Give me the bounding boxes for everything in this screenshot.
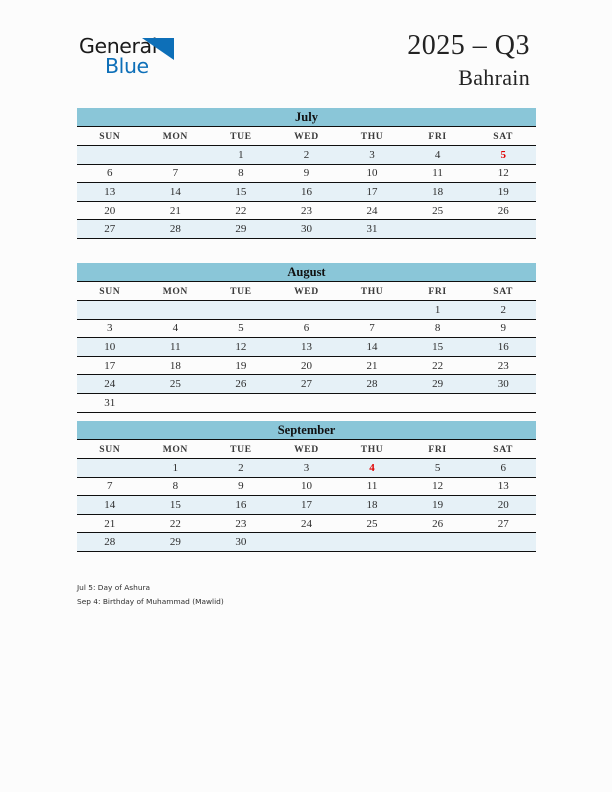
- day-cell-july-19[interactable]: 19: [470, 183, 536, 202]
- day-cell-july-10[interactable]: 10: [339, 164, 405, 183]
- day-cell-july-23[interactable]: 23: [274, 201, 340, 220]
- day-cell-empty: [405, 393, 471, 412]
- brand-name-general: General: [79, 34, 157, 58]
- day-cell-august-19[interactable]: 19: [208, 356, 274, 375]
- day-cell-august-2[interactable]: 2: [470, 301, 536, 320]
- day-cell-september-28[interactable]: 28: [77, 533, 143, 552]
- day-cell-september-18[interactable]: 18: [339, 496, 405, 515]
- day-cell-august-28[interactable]: 28: [339, 375, 405, 394]
- day-cell-september-13[interactable]: 13: [470, 477, 536, 496]
- table-row: [77, 183, 536, 202]
- day-cell-september-29[interactable]: 29: [143, 533, 209, 552]
- day-cell-august-31[interactable]: 31: [104, 396, 116, 409]
- holiday-legend: [77, 581, 497, 609]
- day-cell-august-16[interactable]: 16: [470, 338, 536, 357]
- day-cell-august-14[interactable]: 14: [339, 338, 405, 357]
- day-cell-september-27[interactable]: 27: [470, 514, 536, 533]
- weekday-header-thu: THU: [339, 127, 405, 146]
- day-cell-september-12[interactable]: 12: [405, 477, 471, 496]
- day-cell-july-15[interactable]: 15: [208, 183, 274, 202]
- day-cell-empty: [470, 393, 536, 412]
- day-cell-august-22[interactable]: 22: [405, 356, 471, 375]
- day-cell-august-30[interactable]: 30: [470, 375, 536, 394]
- weekday-header-thu: THU: [339, 282, 405, 301]
- day-cell-july-16[interactable]: 16: [274, 183, 340, 202]
- day-cell-empty: [143, 393, 209, 412]
- day-cell-july-3[interactable]: 3: [339, 146, 405, 165]
- weekday-header-fri: FRI: [405, 127, 471, 146]
- day-cell-september-8[interactable]: 8: [143, 477, 209, 496]
- month-block-august: [77, 263, 536, 413]
- weekday-header-tue: TUE: [208, 127, 274, 146]
- calendar-table-july: [77, 127, 536, 239]
- day-cell-july-8[interactable]: 8: [208, 164, 274, 183]
- weekday-header-mon: MON: [143, 127, 209, 146]
- table-row: [77, 301, 536, 320]
- day-cell-july-24[interactable]: 24: [339, 201, 405, 220]
- day-cell-empty: [143, 146, 209, 165]
- day-cell-empty: [274, 393, 340, 412]
- day-cell-july-18[interactable]: 18: [405, 183, 471, 202]
- day-cell-empty: [339, 393, 405, 412]
- day-cell-september-22[interactable]: 22: [143, 514, 209, 533]
- table-row: [77, 393, 536, 412]
- day-cell-empty: [339, 533, 405, 552]
- day-cell-july-22[interactable]: 22: [208, 201, 274, 220]
- table-row: [77, 533, 536, 552]
- day-cell-september-15[interactable]: 15: [143, 496, 209, 515]
- month-name-august: August: [77, 263, 536, 282]
- day-cell-july-1[interactable]: 1: [208, 146, 274, 165]
- weekday-header-fri: FRI: [405, 282, 471, 301]
- day-cell-september-30[interactable]: 30: [208, 533, 274, 552]
- day-cell-august-29[interactable]: 29: [405, 375, 471, 394]
- table-row: [77, 338, 536, 357]
- day-cell-august-3[interactable]: 3: [77, 319, 143, 338]
- weekday-header-sat: SAT: [470, 282, 536, 301]
- day-cell-august-17[interactable]: 17: [77, 356, 143, 375]
- day-cell-august-10[interactable]: 10: [77, 338, 143, 357]
- day-cell-august-1[interactable]: 1: [405, 301, 471, 320]
- day-cell-empty: [208, 301, 274, 320]
- day-cell-empty: [405, 220, 471, 239]
- day-cell-july-17[interactable]: 17: [339, 183, 405, 202]
- day-cell-august-20[interactable]: 20: [274, 356, 340, 375]
- day-cell-july-26[interactable]: 26: [470, 201, 536, 220]
- day-cell-september-5[interactable]: 5: [405, 459, 471, 478]
- triangle-icon: [142, 38, 174, 60]
- brand-logo[interactable]: [79, 36, 179, 82]
- day-cell-empty: [77, 146, 143, 165]
- weekday-header-row: [77, 127, 536, 146]
- weekday-header-sat: SAT: [470, 127, 536, 146]
- day-cell-august-5[interactable]: 5: [208, 319, 274, 338]
- day-cell-empty: [208, 393, 274, 412]
- holiday-note: Jul 5: Day of Ashura: [77, 583, 151, 592]
- day-cell-july-4[interactable]: 4: [405, 146, 471, 165]
- day-cell-empty: [470, 533, 536, 552]
- day-cell-september-26[interactable]: 26: [405, 514, 471, 533]
- month-name-september: September: [77, 421, 536, 440]
- day-cell-july-2[interactable]: 2: [274, 146, 340, 165]
- day-cell-july-30[interactable]: 30: [274, 220, 340, 239]
- day-cell-july-20[interactable]: 20: [77, 201, 143, 220]
- page-header: [0, 0, 612, 105]
- day-cell-empty: [274, 533, 340, 552]
- day-cell-august-13[interactable]: 13: [274, 338, 340, 357]
- day-cell-july-31[interactable]: 31: [339, 220, 405, 239]
- weekday-header-sat: SAT: [470, 440, 536, 459]
- region-subtitle: Bahrain: [458, 65, 530, 91]
- table-row: [77, 459, 536, 478]
- day-cell-july-6[interactable]: 6: [77, 164, 143, 183]
- day-cell-august-6[interactable]: 6: [274, 319, 340, 338]
- day-cell-empty: [77, 301, 143, 320]
- table-row: [77, 356, 536, 375]
- day-cell-july-28[interactable]: 28: [143, 220, 209, 239]
- day-cell-september-2[interactable]: 2: [208, 459, 274, 478]
- day-cell-july-25[interactable]: 25: [405, 201, 471, 220]
- day-cell-august-21[interactable]: 21: [339, 356, 405, 375]
- weekday-header-thu: THU: [339, 440, 405, 459]
- day-cell-empty: [274, 301, 340, 320]
- weekday-header-sun: SUN: [77, 282, 143, 301]
- day-cell-empty: [143, 301, 209, 320]
- day-cell-july-12[interactable]: 12: [470, 164, 536, 183]
- brand-name-blue: Blue: [105, 54, 149, 78]
- table-row: [77, 164, 536, 183]
- day-cell-july-14[interactable]: 14: [143, 183, 209, 202]
- weekday-header-tue: TUE: [208, 282, 274, 301]
- day-cell-july-7[interactable]: 7: [143, 164, 209, 183]
- day-cell-holiday-september-4[interactable]: 4: [339, 459, 405, 478]
- day-cell-september-11[interactable]: 11: [339, 477, 405, 496]
- day-cell-empty: [77, 459, 143, 478]
- day-cell-august-7[interactable]: 7: [339, 319, 405, 338]
- calendar-table-august: [77, 282, 536, 413]
- day-cell-july-13[interactable]: 13: [77, 183, 143, 202]
- weekday-header-tue: TUE: [208, 440, 274, 459]
- weekday-header-wed: WED: [274, 127, 340, 146]
- day-cell-september-20[interactable]: 20: [470, 496, 536, 515]
- day-cell-september-16[interactable]: 16: [208, 496, 274, 515]
- day-cell-september-21[interactable]: 21: [77, 514, 143, 533]
- day-cell-august-4[interactable]: 4: [143, 319, 209, 338]
- weekday-header-wed: WED: [274, 282, 340, 301]
- day-cell-september-10[interactable]: 10: [274, 477, 340, 496]
- day-cell-july-29[interactable]: 29: [208, 220, 274, 239]
- day-cell-empty: [339, 301, 405, 320]
- day-cell-july-11[interactable]: 11: [405, 164, 471, 183]
- day-cell-august-23[interactable]: 23: [470, 356, 536, 375]
- day-cell-september-24[interactable]: 24: [274, 514, 340, 533]
- day-cell-september-25[interactable]: 25: [339, 514, 405, 533]
- day-cell-september-6[interactable]: 6: [470, 459, 536, 478]
- day-cell-august-18[interactable]: 18: [143, 356, 209, 375]
- calendar-table-september: [77, 440, 536, 552]
- day-cell-empty: [470, 220, 536, 239]
- holiday-note: Sep 4: Birthday of Muhammad (Mawlid): [77, 597, 224, 606]
- weekday-header-row: [77, 440, 536, 459]
- day-cell-september-14[interactable]: 14: [77, 496, 143, 515]
- day-cell-july-27[interactable]: 27: [77, 220, 143, 239]
- month-name-july: July: [77, 108, 536, 127]
- day-cell-empty: [405, 533, 471, 552]
- table-row: [77, 375, 536, 394]
- day-cell-september-17[interactable]: 17: [274, 496, 340, 515]
- table-row: [77, 146, 536, 165]
- day-cell-september-23[interactable]: 23: [208, 514, 274, 533]
- day-cell-august-24[interactable]: 24: [77, 375, 143, 394]
- weekday-header-row: [77, 282, 536, 301]
- day-cell-september-9[interactable]: 9: [208, 477, 274, 496]
- page-title: 2025 – Q3: [407, 30, 530, 61]
- day-cell-august-9[interactable]: 9: [470, 319, 536, 338]
- day-cell-september-7[interactable]: 7: [77, 477, 143, 496]
- weekday-header-mon: MON: [143, 282, 209, 301]
- day-cell-holiday-july-5[interactable]: 5: [470, 146, 536, 165]
- table-row: [77, 477, 536, 496]
- weekday-header-mon: MON: [143, 440, 209, 459]
- day-cell-september-3[interactable]: 3: [274, 459, 340, 478]
- day-cell-september-1[interactable]: 1: [143, 459, 209, 478]
- day-cell-august-11[interactable]: 11: [143, 338, 209, 357]
- day-cell-august-26[interactable]: 26: [208, 375, 274, 394]
- day-cell-july-21[interactable]: 21: [143, 201, 209, 220]
- day-cell-august-15[interactable]: 15: [405, 338, 471, 357]
- title-block: [407, 30, 530, 93]
- table-row: [77, 220, 536, 239]
- month-block-july: [77, 108, 536, 239]
- day-cell-august-27[interactable]: 27: [274, 375, 340, 394]
- day-cell-august-12[interactable]: 12: [208, 338, 274, 357]
- month-block-september: [77, 421, 536, 552]
- table-row: [77, 201, 536, 220]
- weekday-header-sun: SUN: [77, 440, 143, 459]
- weekday-header-fri: FRI: [405, 440, 471, 459]
- table-row: [77, 514, 536, 533]
- table-row: [77, 496, 536, 515]
- weekday-header-wed: WED: [274, 440, 340, 459]
- day-cell-september-19[interactable]: 19: [405, 496, 471, 515]
- table-row: [77, 319, 536, 338]
- weekday-header-sun: SUN: [77, 127, 143, 146]
- day-cell-july-9[interactable]: 9: [274, 164, 340, 183]
- day-cell-august-8[interactable]: 8: [405, 319, 471, 338]
- day-cell-august-25[interactable]: 25: [143, 375, 209, 394]
